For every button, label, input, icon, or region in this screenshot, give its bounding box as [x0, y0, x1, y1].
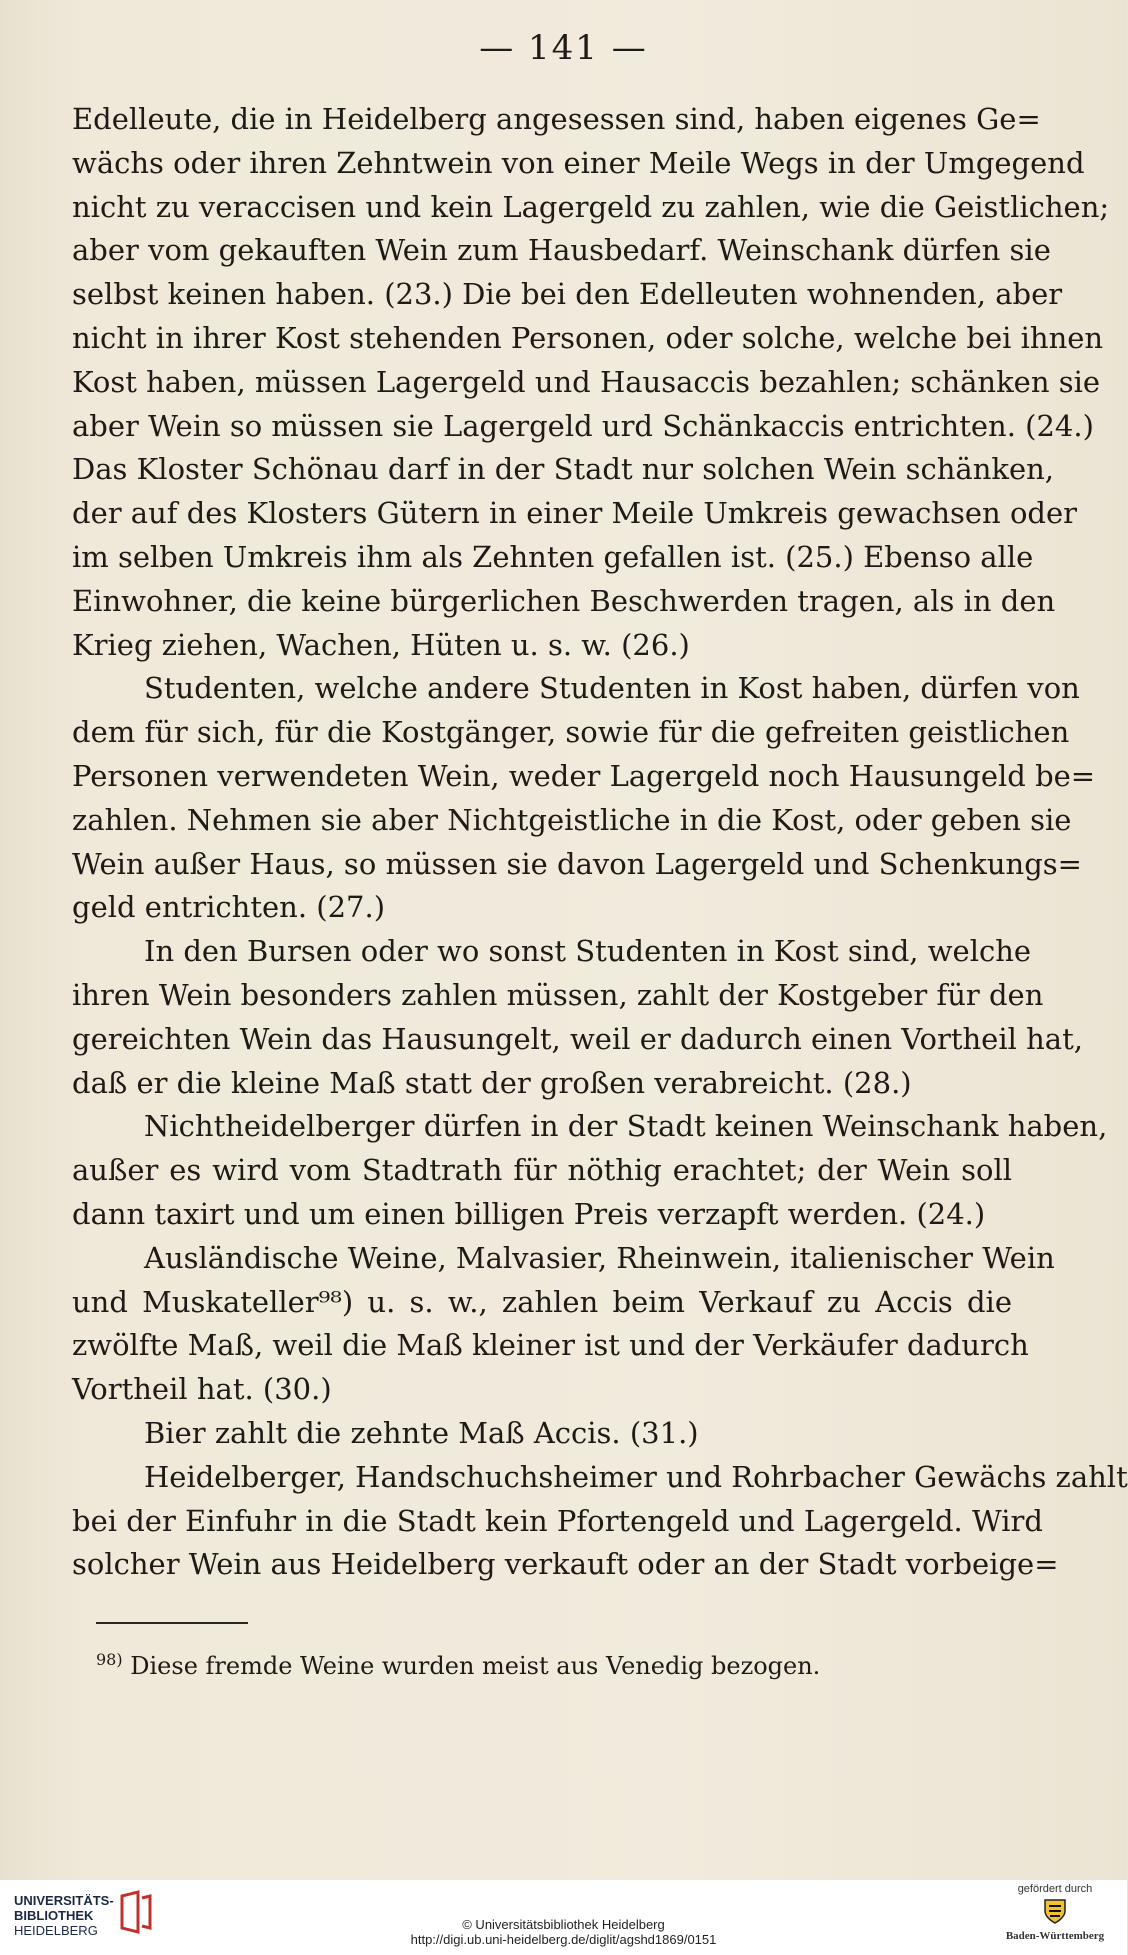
text-line: Krieg ziehen, Wachen, Hüten u. s. w. (26.) [72, 627, 690, 662]
text-line: ihren Wein besonders zahlen müssen, zahlt der Kostgeber für den [72, 977, 1044, 1012]
text-line: der auf des Klosters Gütern in einer Meile Umkreis gewachsen oder [72, 496, 1078, 531]
funded-by-label: gefördert durch [1017, 1883, 1093, 1895]
text-line: Das Kloster Schönau darf in der Stadt nur solchen Wein schänken, [72, 452, 1055, 487]
library-name-line2: BIBLIOTHEK [14, 1908, 94, 1923]
text-line: und Muskateller⁹⁸) u. s. w., zahlen beim Verkauf zu Accis die [72, 1284, 1012, 1319]
copyright-text: © Universitätsbibliothek Heidelberg [462, 1917, 665, 1932]
text-line: dem für sich, für die Kostgänger, sowie für die gefreiten geistlichen [72, 715, 1070, 750]
footnote-marker: 98) [96, 1650, 123, 1669]
text-line: daß er die kleine Maß statt der großen verabreicht. (28.) [72, 1065, 912, 1100]
text-line: Personen verwendeten Wein, weder Lagergeld noch Hausungeld be= [72, 758, 1096, 793]
text-line: im selben Umkreis ihm als Zehnten gefallen ist. (25.) Ebenso alle [72, 539, 1034, 574]
text-line: In den Bursen oder wo sonst Studenten in Kost sind, welche [144, 934, 1032, 969]
text-line: außer es wird vom Stadtrath für nöthig erachtet; der Wein soll [72, 1153, 1012, 1188]
text-line: nicht in ihrer Kost stehenden Personen, oder solche, welche bei ihnen [72, 320, 1104, 355]
text-line: aber vom gekauften Wein zum Hausbedarf. Weinschank dürfen sie [72, 233, 1051, 268]
text-line: aber Wein so müssen sie Lagergeld urd Schänkaccis entrichten. (24.) [72, 408, 1094, 443]
body-text [72, 98, 1128, 1587]
footnote [96, 1650, 820, 1680]
footnote-divider [96, 1622, 248, 1624]
library-name-line1: UNIVERSITÄTS- [14, 1893, 114, 1908]
permalink[interactable]: http://digi.ub.uni-heidelberg.de/diglit/agshd1869/0151 [410, 1932, 717, 1947]
coat-of-arms-icon [1041, 1897, 1069, 1925]
page-number: — 141 — [479, 28, 648, 68]
text-line: zwölfte Maß, weil die Maß kleiner ist und der Verkäufer dadurch [72, 1328, 1029, 1363]
text-line: selbst keinen haben. (23.) Die bei den Edelleuten wohnenden, aber [72, 277, 1063, 312]
text-line: wächs oder ihren Zehntwein von einer Meile Wegs in der Umgegend [72, 145, 1085, 180]
state-name: Baden-Württemberg [1005, 1930, 1105, 1942]
text-line: Studenten, welche andere Studenten in Kost haben, dürfen von [144, 671, 1080, 706]
text-line: Heidelberger, Handschuchsheimer und Rohrbacher Gewächs zahlt [144, 1459, 1128, 1494]
text-line: nicht zu veraccisen und kein Lagergeld zu zahlen, wie die Geistlichen; [72, 189, 1110, 224]
text-line: Vortheil hat. (30.) [72, 1372, 332, 1407]
footnote-text: Diese fremde Weine wurden meist aus Venedig bezogen. [130, 1652, 821, 1680]
text-line: dann taxirt und um einen billigen Preis verzapft werden. (24.) [72, 1196, 986, 1231]
text-line: Nichtheidelberger dürfen in der Stadt keinen Weinschank haben, [144, 1109, 1108, 1144]
text-line: bei der Einfuhr in die Stadt kein Pfortengeld und Lagergeld. Wird [72, 1503, 1043, 1538]
text-line: gereichten Wein das Hausungelt, weil er dadurch einen Vortheil hat, [72, 1021, 1083, 1056]
text-line: Edelleute, die in Heidelberg angesessen sind, haben eigenes Ge= [72, 102, 1041, 136]
funding-credit [994, 1883, 1116, 1942]
text-line: Bier zahlt die zehnte Maß Accis. (31.) [144, 1415, 699, 1450]
text-line: Einwohner, die keine bürgerlichen Beschwerden tragen, als in den [72, 583, 1056, 618]
text-line: Ausländische Weine, Malvasier, Rheinwein, italienischer Wein [144, 1240, 1055, 1275]
text-line: Kost haben, müssen Lagergeld und Hausaccis bezahlen; schänken sie [72, 364, 1101, 399]
text-line: solcher Wein aus Heidelberg verkauft oder an der Stadt vorbeige= [72, 1547, 1059, 1582]
text-line: geld entrichten. (27.) [72, 890, 386, 925]
copyright-notice [0, 1917, 1127, 1947]
library-name-line3: HEIDELBERG [14, 1923, 98, 1938]
text-line: zahlen. Nehmen sie aber Nichtgeistliche in die Kost, oder geben sie [72, 802, 1072, 837]
text-line: Wein außer Haus, so müssen sie davon Lagergeld und Schenkungs= [72, 846, 1082, 881]
